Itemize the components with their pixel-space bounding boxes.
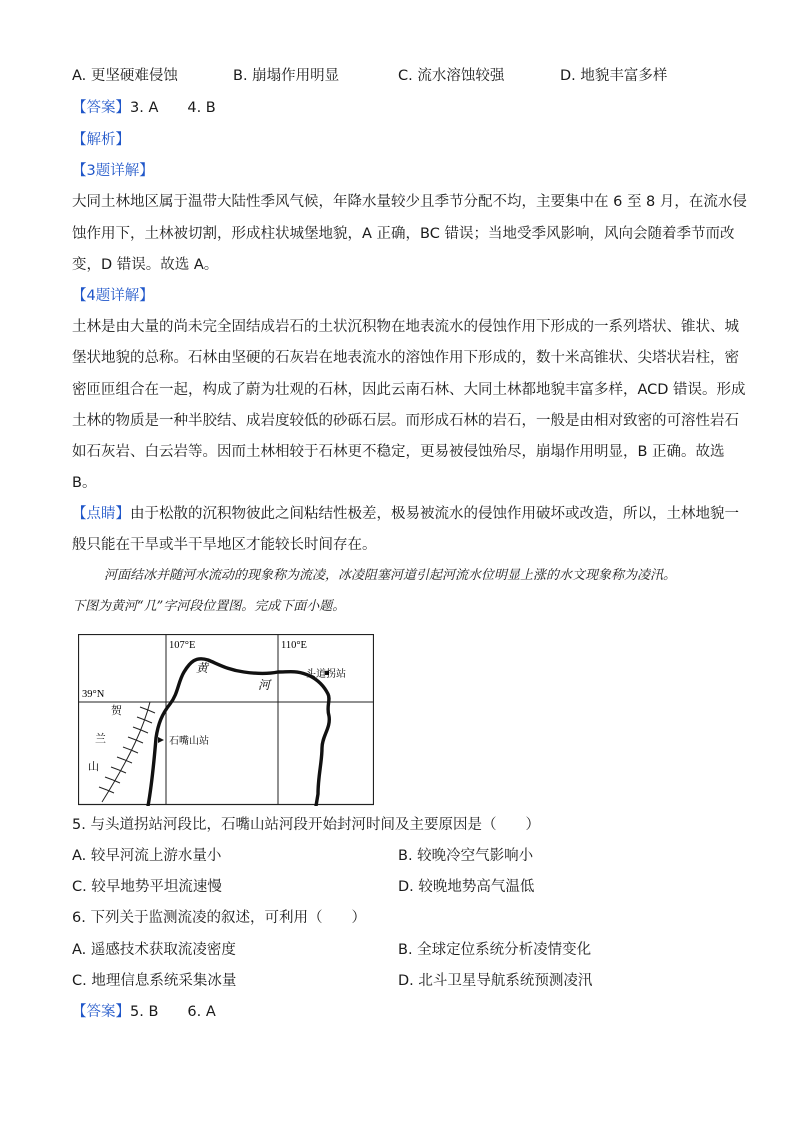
- detail4-line: B。: [72, 475, 97, 491]
- question-6-stem: 6. 下列关于监测流凌的叙述，可利用（ ）: [72, 910, 366, 926]
- detail4-line: 土林的物质是一种半胶结、成岩度较低的砂砾石层。而形成石林的岩石，一般是由相对致密的可溶性岩石: [72, 413, 739, 429]
- option-c: C. 流水溶蚀较强: [398, 68, 505, 84]
- detail4-line: 堡状地貌的总称。石林由坚硬的石灰岩在地表流水的溶蚀作用下形成的，数十米高锥状、尖塔状岩柱，密: [72, 350, 739, 366]
- q6-option-b: B. 全球定位系统分析凌情变化: [398, 942, 592, 958]
- q6-option-a: A. 遥感技术获取流凌密度: [72, 942, 236, 958]
- q5-option-d: D. 较晚地势高气温低: [398, 879, 535, 895]
- river-label-he: 河: [258, 678, 271, 692]
- lon-label-110: 110°E: [281, 640, 307, 651]
- q6-option-d: D. 北斗卫星导航系统预测凌汛: [398, 973, 593, 989]
- yellow-river-map: [78, 634, 374, 806]
- detail4-line: 密匝匝组合在一起，构成了蔚为壮观的石林，因此云南石林、大同土林都地貌丰富多样，ACD 错误。形成: [72, 382, 746, 398]
- answer-line-2: [72, 1002, 216, 1022]
- detail4-heading: 【4题详解】: [72, 288, 154, 304]
- option-d: D. 地貌丰富多样: [560, 68, 668, 84]
- river-label-huang: 黄: [196, 661, 209, 675]
- detail4-line: 土林是由大量的尚未完全固结成岩石的土状沉积物在地表流水的侵蚀作用下形成的一系列塔状、锥状、城: [72, 319, 739, 335]
- detail4-line: 如石灰岩、白云岩等。因而土林相较于石林更不稳定，更易被侵蚀殆尽，崩塌作用明显，B 正确。故选: [72, 444, 725, 460]
- answer-text: 3. A 4. B: [130, 100, 216, 116]
- yellow-river-path: [148, 659, 329, 806]
- answer-text: 5. B 6. A: [130, 1004, 216, 1020]
- detail3-line: 变，D 错误。故选 A。: [72, 257, 219, 273]
- q5-option-a: A. 较早河流上游水量小: [72, 848, 222, 864]
- point-text: 由于松散的沉积物彼此之间粘结性极差，极易被流水的侵蚀作用破坏或改造，所以，土林地貌一: [130, 506, 739, 522]
- point-tag: 【点睛】: [72, 506, 130, 522]
- option-b: B. 崩塌作用明显: [233, 68, 340, 84]
- station-toudaoguai-label: 头道拐站: [306, 669, 346, 680]
- answer-line-1: [72, 98, 216, 118]
- q5-option-c: C. 较早地势平坦流速慢: [72, 879, 222, 895]
- point-line-1: [72, 504, 739, 524]
- q5-option-b: B. 较晚冷空气影响小: [398, 848, 534, 864]
- mountain-label-lan: 兰: [95, 732, 106, 745]
- q6-option-c: C. 地理信息系统采集冰量: [72, 973, 237, 989]
- station-shizuishan-label: 石嘴山站: [169, 736, 209, 747]
- answer-tag: 【答案】: [72, 100, 130, 116]
- intro-line-2: 下图为黄河“几”字河段位置图。完成下面小题。: [72, 599, 346, 614]
- mountain-label-shan: 山: [88, 760, 99, 773]
- detail3-heading: 【3题详解】: [72, 163, 154, 179]
- mountain-label-he: 贺: [111, 704, 122, 717]
- option-a: A. 更坚硬难侵蚀: [72, 68, 178, 84]
- lon-label-107: 107°E: [169, 640, 196, 651]
- lat-label-39: 39°N: [82, 689, 105, 700]
- question-5-stem: 5. 与头道拐站河段比，石嘴山站河段开始封河时间及主要原因是（ ）: [72, 817, 540, 833]
- point-line-2: 般只能在干旱或半干旱地区才能较长时间存在。: [72, 537, 377, 553]
- analysis-heading: 【解析】: [72, 132, 130, 148]
- station-shizuishan-marker: [158, 737, 164, 743]
- intro-line-1: 河面结冰并随河水流动的现象称为流凌，冰凌阻塞河道引起河流水位明显上涨的水文现象称为凌汛。: [104, 568, 677, 583]
- helan-mountain-symbol: [99, 702, 155, 802]
- answer-tag: 【答案】: [72, 1004, 130, 1020]
- detail3-line: 蚀作用下，土林被切割，形成柱状城堡地貌，A 正确，BC 错误；当地受季风影响，风向会随着季节而改: [72, 226, 735, 242]
- detail3-line: 大同土林地区属于温带大陆性季风气候，年降水量较少且季节分配不均，主要集中在 6 至 8 月，在流水侵: [72, 194, 747, 210]
